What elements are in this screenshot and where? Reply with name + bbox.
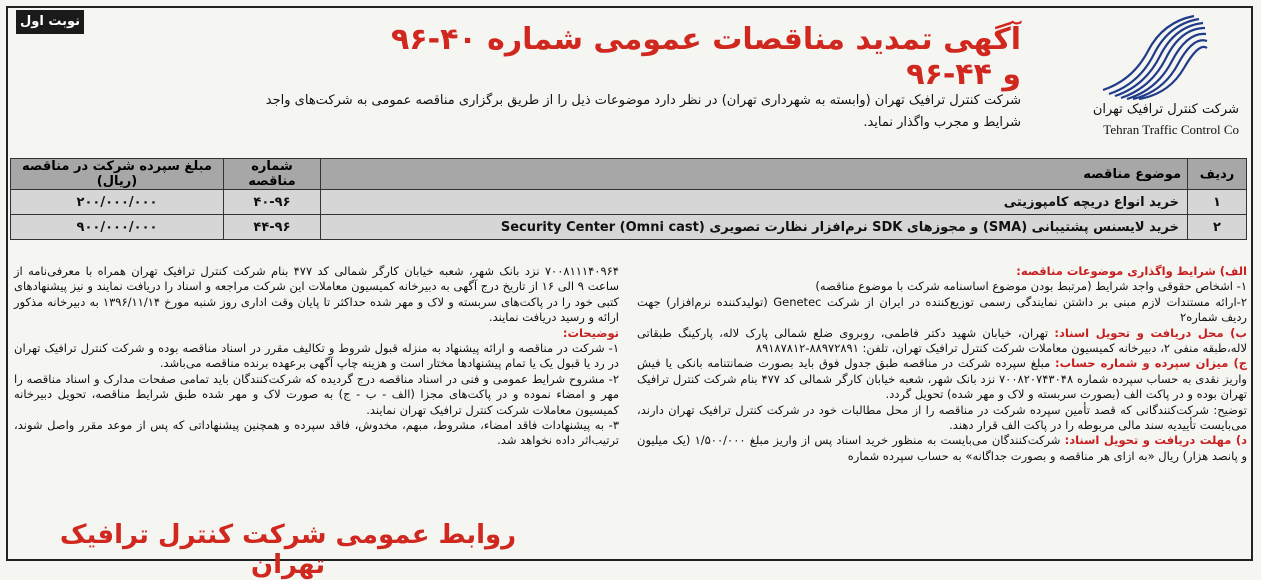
company-logo-icon [1099,14,1209,100]
note-item-1: ۱- شرکت در مناقصه و ارائه پیشنهاد به منزله قبول شروط و تکالیف مقرر در اسناد مناقصه بوده و شرکت کنترل ترافیک تهران در رد یا قبول یک یا تمام پیشنهادها مختار است و هزینه چاپ آگهی برعهده برنده مناقصه می‌باشد. [14,341,619,371]
section-a-item-1: ۱- اشخاص حقوقی واجد شرایط (مرتبط بودن موضوع اساسنامه شرکت با موضوع مناقصه) [815,279,1247,294]
section-c-note: توضیح: شرکت‌کنندگانی که قصد تأمین سپرده شرکت در مناقصه را از محل مطالبات خود در شرکت کنترل ترافیک تهران دارند، می‌بایست تأییدیه سند مالی مربوطه را در پاکت الف قرار دهند. [637,402,1247,433]
col-header-row: ردیف [1188,159,1247,190]
company-name-en: Tehran Traffic Control Co [1103,122,1239,137]
section-b-text: تهران، خیابان شهید دکتر فاطمی، روبروی ضلع شمالی پارک لاله، پارکینگ طبقاتی لاله،طبقه منفی ۲، دبیرخانه کمیسیون معاملات شرکت کنترل ترافیک تهران، تلفن: ۸۸۹۷۲۸۹۱-۸۹۱۸۷۸۱۲ [637,325,1247,356]
cell-number: ۴۰-۹۶ [224,190,321,215]
cell-subject: خرید انواع دریچه کامپوزیتی [321,190,1188,215]
cell-row: ۱ [1188,190,1247,215]
company-name-fa: شرکت کنترل ترافیک تهران [1092,102,1239,117]
section-b [637,326,1247,357]
public-relations-signature: روابط عمومی شرکت کنترل ترافیک تهران [59,520,517,580]
intro-text: شرکت کنترل ترافیک تهران (وابسته به شهرداری تهران) در نظر دارد موضوعات ذیل را از طریق برگزاری مناقصه عمومی به شرکت‌های واجد شرایط و مجرب واگذار نماید. [265,93,1021,130]
cell-row: ۲ [1188,215,1247,240]
cell-deposit: ۲۰۰/۰۰۰/۰۰۰ [11,190,224,215]
round-badge: نوبت اول [16,10,84,34]
conditions-column [637,264,1247,464]
section-b-heading: ب) محل دریافت و تحویل اسناد: [1054,325,1247,340]
section-c [637,356,1247,402]
tender-table [10,158,1247,240]
section-c-heading: ج) میزان سپرده و شماره حساب: [1055,356,1248,371]
company-logo-block [1039,14,1239,164]
table-row [11,215,1247,240]
section-d-text: شرکت‌کنندگان می‌بایست به منظور خرید اسناد پس از واریز مبلغ ۱/۵۰۰/۰۰۰ (یک میلیون و پانصد هزار) ریال «به ازای هر مناقصه و بصورت جداگانه» به حساب سپرده شماره [637,433,1247,463]
notes-heading: توضیحات: [562,325,619,340]
table-row [11,190,1247,215]
section-c-text: مبلغ سپرده شرکت در مناقصه طبق جدول فوق باید بصورت ضمانتنامه بانکی یا فیش واریز نقدی به حساب سپرده شماره ۷۰۰۸۲۰۷۴۳۰۴۸ نزد بانک شهر، شعبه خیابان کارگر شمالی کد ۴۷۷ بنام شرکت کنترل ترافیک تهران بوده و در پاکت الف (بصورت سربسته و لاک و مهر شده) تحویل گردد. [637,356,1247,402]
section-d [637,433,1247,464]
notes-column [14,264,619,449]
cell-deposit: ۹۰۰/۰۰۰/۰۰۰ [11,215,224,240]
cell-number: ۴۴-۹۶ [224,215,321,240]
col-header-deposit: مبلغ سپرده شرکت در مناقصه (ریال) [11,159,224,190]
cell-subject: خرید لایسنس پشتیبانی (SMA) و مجوزهای SDK نرم‌افزار نظارت تصویری (Security Center (Omni cast [321,215,1188,240]
note-item-2: ۲- مشروح شرایط عمومی و فنی در اسناد مناقصه درج گردیده که شرکت‌کنندگان باید تمامی صفحات مدارک و اسناد مناقصه را مهر و امضاء نموده و در پاکت‌های مجزا (الف - ب - ج) به صورت لاک و مهر شده طبق شرایط مناقصه، تحویل دبیرخانه کمیسیون معاملات شرکت کنترل ترافیک تهران نمایند. [14,371,619,417]
ad-title: آگهی تمدید مناقصات عمومی شماره ۴۰-۹۶ و ۴۴-۹۶ [390,22,1021,92]
col-header-subject: موضوع مناقصه [321,159,1188,190]
table-header-row [11,159,1247,190]
section-d-heading: د) مهلت دریافت و تحویل اسناد: [1064,433,1247,448]
note-item-3: ۳- به پیشنهادات فاقد امضاء، مشروط، مبهم، مخدوش، فاقد سپرده و همچنین پیشنهاداتی که پس از موعد مقرر واصل شوند، ترتیب‌اثر داده نخواهد شد. [14,418,619,448]
section-d-continued: ۷۰۰۸۱۱۱۴۰۹۶۴ نزد بانک شهر، شعبه خیابان کارگر شمالی کد ۴۷۷ بنام شرکت کنترل ترافیک تهران همراه با معرفی‌نامه از ساعت ۹ الی ۱۶ از تاریخ درج آگهی به دبیرخانه کمیسیون معاملات این شرکت مراجعه و اسناد را دریافت نمایند و نیز پیشنهادهای کتبی خود را در پاکت‌های سربسته و لاک و مهر شده حداکثر تا پایان وقت اداری روز شنبه مورخ ۱۳۹۶/۱۱/۱۴ به دبیرخانه مذکور ارائه و رسید دریافت نمایند. [14,264,619,325]
section-a-item-2: ۲-ارائه مستندات لازم مبنی بر داشتن نمایندگی رسمی توزیع‌کننده در ایران از شرکت Genetec (تولیدکننده نرم‌افزار) جهت ردیف شماره۲ [637,294,1247,325]
section-a-heading: الف) شرایط واگذاری موضوعات مناقصه: [1016,264,1247,278]
col-header-number: شماره مناقصه [224,159,321,190]
